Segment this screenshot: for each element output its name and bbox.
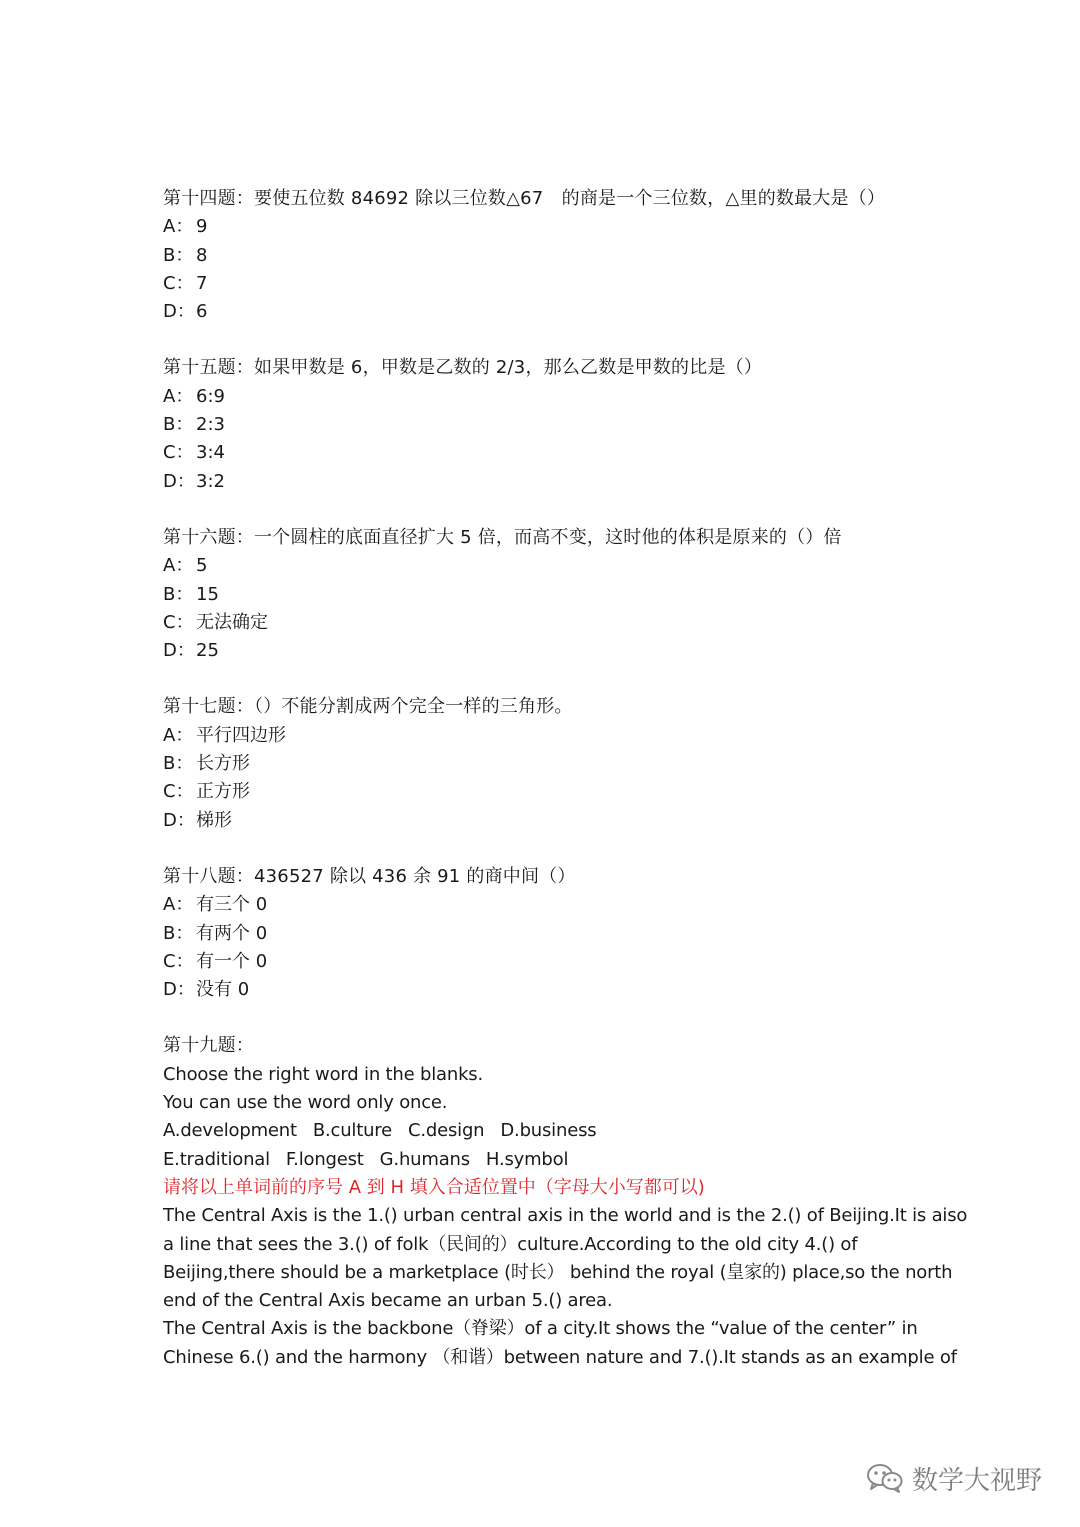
option-text: 平行四边形 [196, 724, 286, 746]
passage-line: Beijing,there should be a marketplace (时长） behind the royal (皇家的) place,so the north [163, 1261, 953, 1283]
question-title: 第十九题： [163, 1035, 254, 1057]
option-letter: D： [163, 809, 195, 831]
option-text: 2:3 [196, 414, 225, 436]
option-text: 有三个 0 [196, 894, 268, 916]
word-bank-row [163, 1146, 943, 1174]
red-instruction-note: 请将以上单词前的序号 A 到 H 填入合适位置中（字母大小写都可以) [163, 1176, 705, 1198]
passage-line: end of the Central Axis became an urban 5.() area. [163, 1290, 613, 1312]
option-b [163, 581, 943, 609]
option-letter: C： [163, 950, 194, 972]
word-bank-row [163, 1117, 943, 1145]
option-a [163, 383, 943, 411]
question-18 [163, 863, 943, 1004]
question-title: 第十八题：436527 除以 436 余 91 的商中间（） [163, 865, 576, 887]
option-text: 7 [196, 272, 208, 294]
option-letter: A： [163, 385, 194, 407]
option-letter: A： [163, 894, 194, 916]
word-option: D.business [500, 1120, 597, 1142]
watermark-text: 数学大视野 [912, 1465, 1043, 1496]
option-b [163, 750, 943, 778]
option-text: 无法确定 [196, 611, 268, 633]
option-b [163, 920, 943, 948]
word-option: B.culture [312, 1120, 392, 1142]
word-option: C.design [407, 1120, 485, 1142]
option-text: 9 [196, 216, 208, 238]
passage-line: Chinese 6.() and the harmony （和谐）between nature and 7.().It stands as an example of [163, 1346, 957, 1368]
option-letter: B： [163, 922, 194, 944]
option-letter: D： [163, 640, 195, 662]
option-a [163, 213, 943, 241]
option-text: 有两个 0 [196, 922, 268, 944]
question-19 [163, 1032, 968, 1372]
option-c [163, 609, 943, 637]
option-d [163, 976, 943, 1004]
question-title: 第十四题：要使五位数 84692 除以三位数△67 的商是一个三位数，△里的数最大是（） [163, 188, 886, 209]
option-letter: A： [163, 216, 194, 238]
option-c [163, 778, 943, 806]
option-text: 6 [196, 301, 208, 323]
option-letter: D： [163, 979, 195, 1001]
option-text: 8 [196, 244, 208, 266]
option-letter: C： [163, 781, 194, 803]
option-c [163, 270, 943, 298]
option-letter: C： [163, 611, 194, 633]
option-d [163, 468, 943, 496]
option-b [163, 411, 943, 439]
option-letter: D： [163, 470, 195, 492]
question-title: 第十五题：如果甲数是 6，甲数是乙数的 2/3，那么乙数是甲数的比是（） [163, 357, 763, 379]
question-title: 第十七题：（）不能分割成两个完全一样的三角形。 [163, 696, 573, 718]
word-option: H.symbol [485, 1148, 569, 1170]
option-text: 长方形 [196, 753, 250, 775]
option-c [163, 948, 943, 976]
question-16 [163, 524, 943, 665]
option-letter: A： [163, 724, 194, 746]
option-text: 没有 0 [196, 979, 250, 1001]
question-17 [163, 693, 943, 834]
instruction-line: Choose the right word in the blanks. [163, 1063, 483, 1085]
passage-line: a line that sees the 3.() of folk（民间的）culture.According to the old city 4.() of [163, 1233, 858, 1255]
option-a [163, 891, 943, 919]
word-option: G.humans [379, 1148, 470, 1170]
option-a [163, 552, 943, 580]
option-b [163, 242, 943, 270]
question-14 [163, 185, 943, 326]
option-text: 15 [196, 583, 219, 605]
question-15 [163, 354, 943, 495]
option-letter: B： [163, 244, 194, 266]
passage-line: The Central Axis is the 1.() urban central axis in the world and is the 2.() of Beijing.It is aiso [163, 1205, 968, 1227]
question-title: 第十六题：一个圆柱的底面直径扩大 5 倍，而高不变，这时他的体积是原来的（）倍 [163, 526, 842, 548]
option-d [163, 298, 943, 326]
option-a [163, 722, 943, 750]
document-page [163, 185, 968, 1400]
word-option: A.development [163, 1120, 297, 1142]
option-text: 5 [196, 555, 208, 577]
option-text: 正方形 [196, 781, 250, 803]
option-text: 3:4 [196, 442, 225, 464]
word-option: F.longest [285, 1148, 364, 1170]
option-letter: B： [163, 583, 194, 605]
passage-line: The Central Axis is the backbone（脊梁）of a city.It shows the “value of the center” in [163, 1318, 918, 1340]
option-text: 6:9 [196, 385, 225, 407]
option-letter: D： [163, 301, 195, 323]
option-d [163, 637, 943, 665]
word-option: E.traditional [163, 1148, 270, 1170]
wechat-icon [866, 1462, 904, 1494]
option-letter: B： [163, 414, 194, 436]
watermark [866, 1458, 1042, 1498]
option-c [163, 439, 943, 467]
instruction-line: You can use the word only once. [163, 1092, 448, 1114]
option-text: 有一个 0 [196, 950, 268, 972]
option-letter: C： [163, 272, 194, 294]
option-d [163, 807, 943, 835]
option-text: 梯形 [196, 809, 232, 831]
option-text: 3:2 [196, 470, 225, 492]
option-letter: B： [163, 753, 194, 775]
option-text: 25 [196, 640, 219, 662]
option-letter: A： [163, 555, 194, 577]
option-letter: C： [163, 442, 194, 464]
